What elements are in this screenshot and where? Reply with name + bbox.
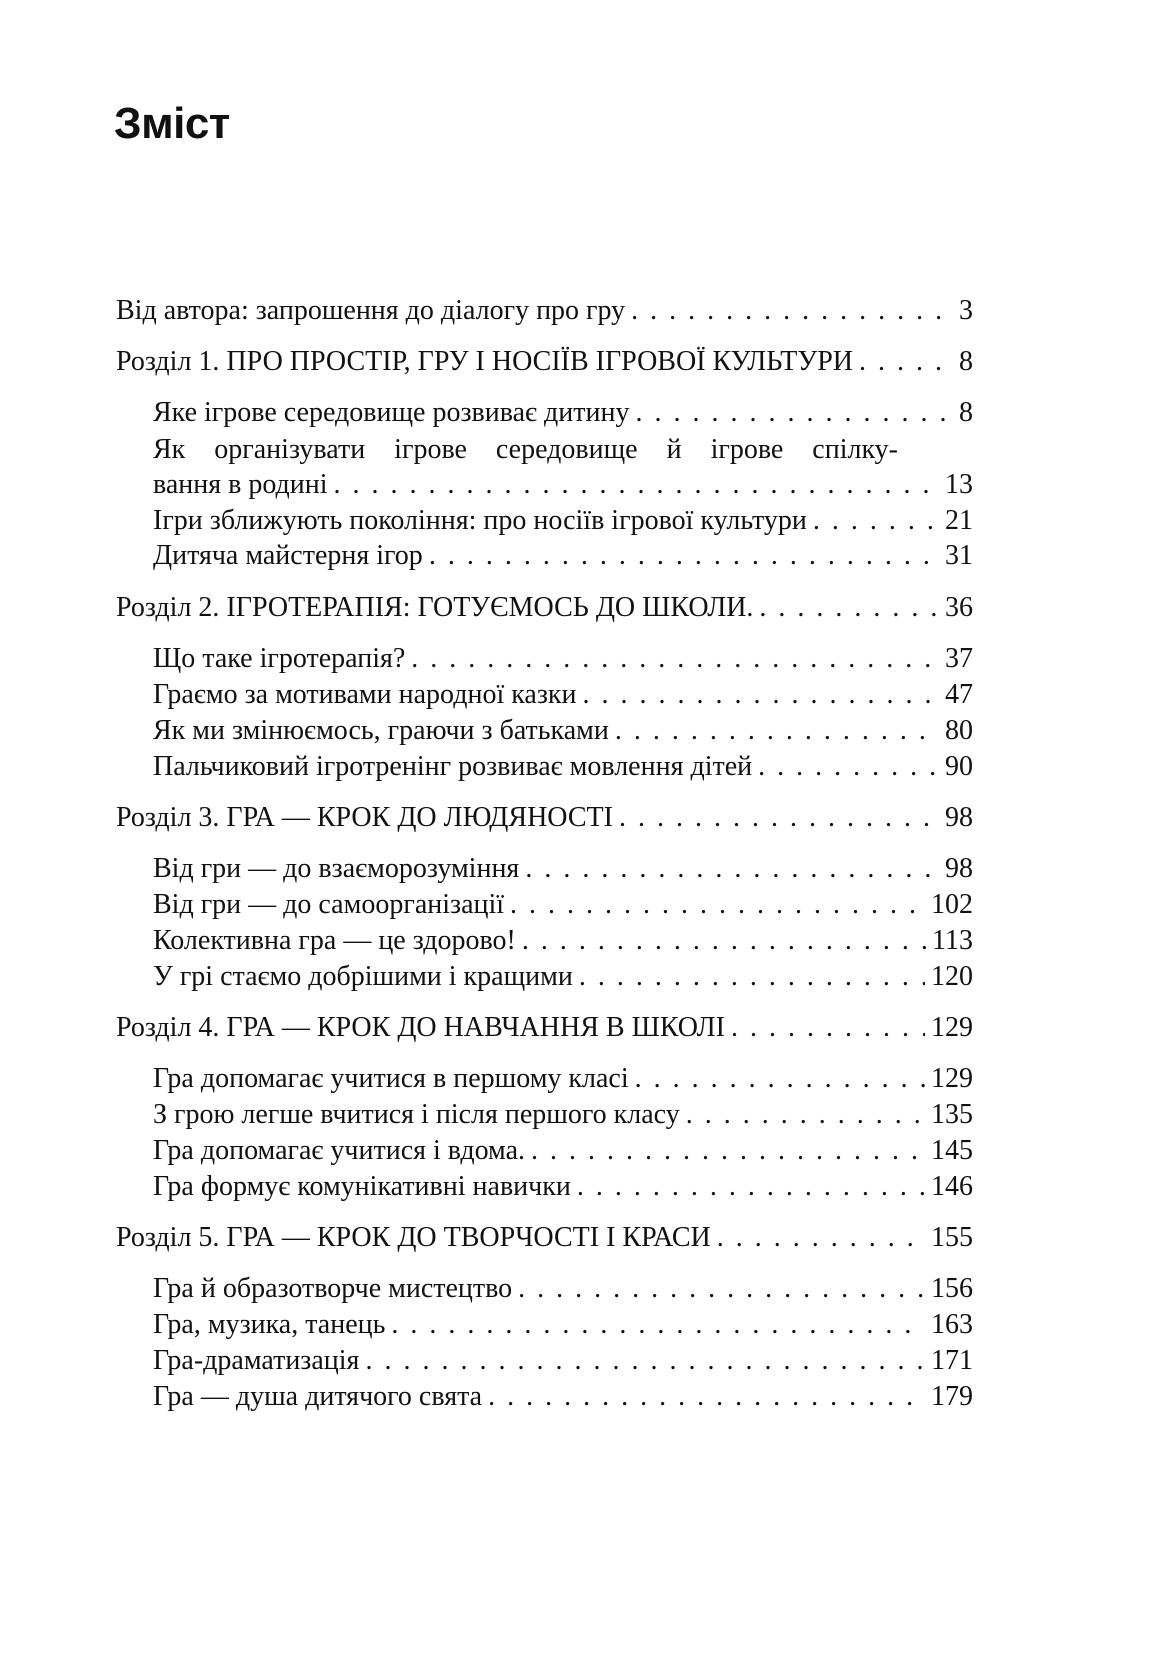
toc-entry-title: Розділ 1. ПРО ПРОСТІР, ГРУ І НОСІЇВ ІГРОВОЇ КУЛЬТУРИ	[116, 346, 853, 377]
toc-page-number: 80	[945, 715, 973, 746]
toc-page-number: 156	[931, 1273, 973, 1304]
toc-page-number: 120	[931, 961, 973, 992]
toc-entry-title: Гра допомагає учитися і вдома.	[153, 1135, 525, 1166]
toc-chapter[interactable]	[116, 590, 973, 626]
dot-leader	[482, 1379, 925, 1415]
dot-leader	[609, 713, 939, 749]
toc-section[interactable]	[153, 677, 973, 713]
toc-page-number: 135	[931, 1099, 973, 1130]
toc-section[interactable]	[153, 923, 973, 959]
dot-leader	[328, 467, 939, 503]
toc-entry-title: У грі стаємо добрішими і кращими	[153, 961, 573, 992]
toc-page-number: 102	[931, 889, 973, 920]
toc-page-number: 31	[945, 540, 973, 571]
toc-entry-title: Як ми змінюємось, граючи з батьками	[153, 715, 609, 746]
dot-leader	[405, 641, 939, 677]
toc-entry-title: Розділ 5. ГРА — КРОК ДО ТВОРЧОСТІ І КРАСИ	[116, 1222, 711, 1253]
toc-entry-title: Гра, музика, танець	[153, 1309, 386, 1340]
toc-page-number: 3	[959, 295, 973, 326]
toc-page-number: 21	[945, 505, 973, 536]
dot-leader	[577, 677, 940, 713]
dot-leader	[725, 1010, 925, 1046]
toc-page-number: 129	[931, 1012, 973, 1043]
dot-leader	[613, 800, 939, 836]
dot-leader	[519, 851, 939, 887]
dot-leader	[423, 538, 939, 574]
toc-page-number: 163	[931, 1309, 973, 1340]
toc-page-number: 98	[945, 802, 973, 833]
toc-entry-title: Розділ 2. ІГРОТЕРАПІЯ: ГОТУЄМОСЬ ДО ШКОЛИ.	[116, 592, 754, 623]
toc-section[interactable]	[153, 641, 973, 677]
toc-page-number: 179	[931, 1381, 973, 1412]
toc-entry-title: Гра — душа дитячого свята	[153, 1381, 483, 1412]
toc-entry-title: Гра формує комунікативні навички	[153, 1171, 571, 1202]
toc-entry-title: Від гри — до взаєморозуміння	[153, 853, 520, 884]
toc-entry-title: З грою легше вчитися і після першого класу	[153, 1099, 680, 1130]
dot-leader	[525, 1133, 925, 1169]
toc-section[interactable]	[153, 467, 973, 503]
toc-page-number: 36	[945, 592, 973, 623]
toc-entry-title: Від гри — до самоорганізації	[153, 889, 505, 920]
toc-entry-title: Граємо за мотивами народної казки	[153, 679, 577, 710]
toc-entry-title: Розділ 3. ГРА — КРОК ДО ЛЮДЯНОСТІ	[116, 802, 613, 833]
dot-leader	[516, 923, 926, 959]
toc-page-number: 113	[932, 925, 973, 956]
toc-entry-title: Що таке ігротерапія?	[153, 643, 406, 674]
toc-entry-title: вання в родині	[153, 469, 328, 500]
dot-leader	[853, 344, 953, 380]
toc-section[interactable]	[153, 1307, 973, 1343]
toc-entry-title: Дитяча майстерня ігор	[153, 540, 423, 571]
toc-entry-title: Гра допомагає учитися в першому класі	[153, 1063, 629, 1094]
toc-entry-title: Гра-драматизація	[153, 1345, 360, 1376]
toc-section[interactable]	[153, 1061, 973, 1097]
toc-page-number: 8	[959, 346, 973, 377]
toc-entry-title: Пальчиковий ігротренінг розвиває мовлення дітей	[153, 751, 753, 782]
toc-section[interactable]	[153, 851, 973, 887]
toc-entry-title: Ігри зближують покоління: про носіїв ігрової культури	[153, 505, 807, 536]
toc-page-number: 13	[945, 469, 973, 500]
dot-leader	[571, 1169, 925, 1205]
toc-section[interactable]	[153, 749, 973, 785]
toc-entry-title: Гра й образотворче мистецтво	[153, 1273, 513, 1304]
toc-section[interactable]	[153, 887, 973, 923]
toc-page-number: 90	[945, 751, 973, 782]
dot-leader	[629, 395, 953, 431]
toc-page-number: 171	[931, 1345, 973, 1376]
toc-chapter[interactable]	[116, 1010, 973, 1046]
dot-leader	[573, 959, 925, 995]
toc-page-number: 129	[931, 1063, 973, 1094]
toc-page-number: 47	[945, 679, 973, 710]
toc-entry-title: Від автора: запрошення до діалогу про гру	[116, 295, 626, 326]
toc-section[interactable]	[153, 1271, 973, 1307]
toc-section[interactable]	[153, 1169, 973, 1205]
dot-leader	[753, 590, 939, 626]
toc-section[interactable]	[153, 538, 973, 574]
toc-chapter[interactable]	[116, 293, 973, 329]
toc-entry-title: Колективна гра — це здорово!	[153, 925, 516, 956]
toc-section[interactable]	[153, 713, 973, 749]
toc-chapter[interactable]	[116, 1220, 973, 1256]
dot-leader	[711, 1220, 925, 1256]
toc-entry-title: Яке ігрове середовище розвиває дитину	[153, 397, 630, 428]
dot-leader	[752, 749, 939, 785]
dot-leader	[512, 1271, 925, 1307]
toc-section[interactable]	[153, 1097, 973, 1133]
toc-section[interactable]	[153, 503, 973, 539]
toc-page-number: 8	[959, 397, 973, 428]
toc-section[interactable]	[153, 959, 973, 995]
dot-leader	[625, 293, 953, 329]
dot-leader	[680, 1097, 925, 1133]
dot-leader	[629, 1061, 925, 1097]
toc-section[interactable]	[153, 1379, 973, 1415]
page-title: Зміст	[114, 99, 230, 148]
toc-entry-line: Як організувати ігрове середовище й ігрове спілку-	[153, 434, 898, 465]
toc-section[interactable]	[153, 1343, 973, 1379]
dot-leader	[807, 503, 939, 539]
dot-leader	[359, 1343, 925, 1379]
toc-page-number: 146	[931, 1171, 973, 1202]
toc-chapter[interactable]	[116, 800, 973, 836]
dot-leader	[504, 887, 925, 923]
toc-page-number: 98	[945, 853, 973, 884]
toc-entry-title: Розділ 4. ГРА — КРОК ДО НАВЧАННЯ В ШКОЛІ	[116, 1012, 725, 1043]
toc-page-number: 155	[931, 1222, 973, 1253]
toc-section[interactable]	[153, 1133, 973, 1169]
dot-leader	[385, 1307, 925, 1343]
toc-page-number: 145	[931, 1135, 973, 1166]
toc-chapter[interactable]	[116, 344, 973, 380]
toc-section[interactable]	[153, 395, 973, 431]
toc-page-number: 37	[945, 643, 973, 674]
